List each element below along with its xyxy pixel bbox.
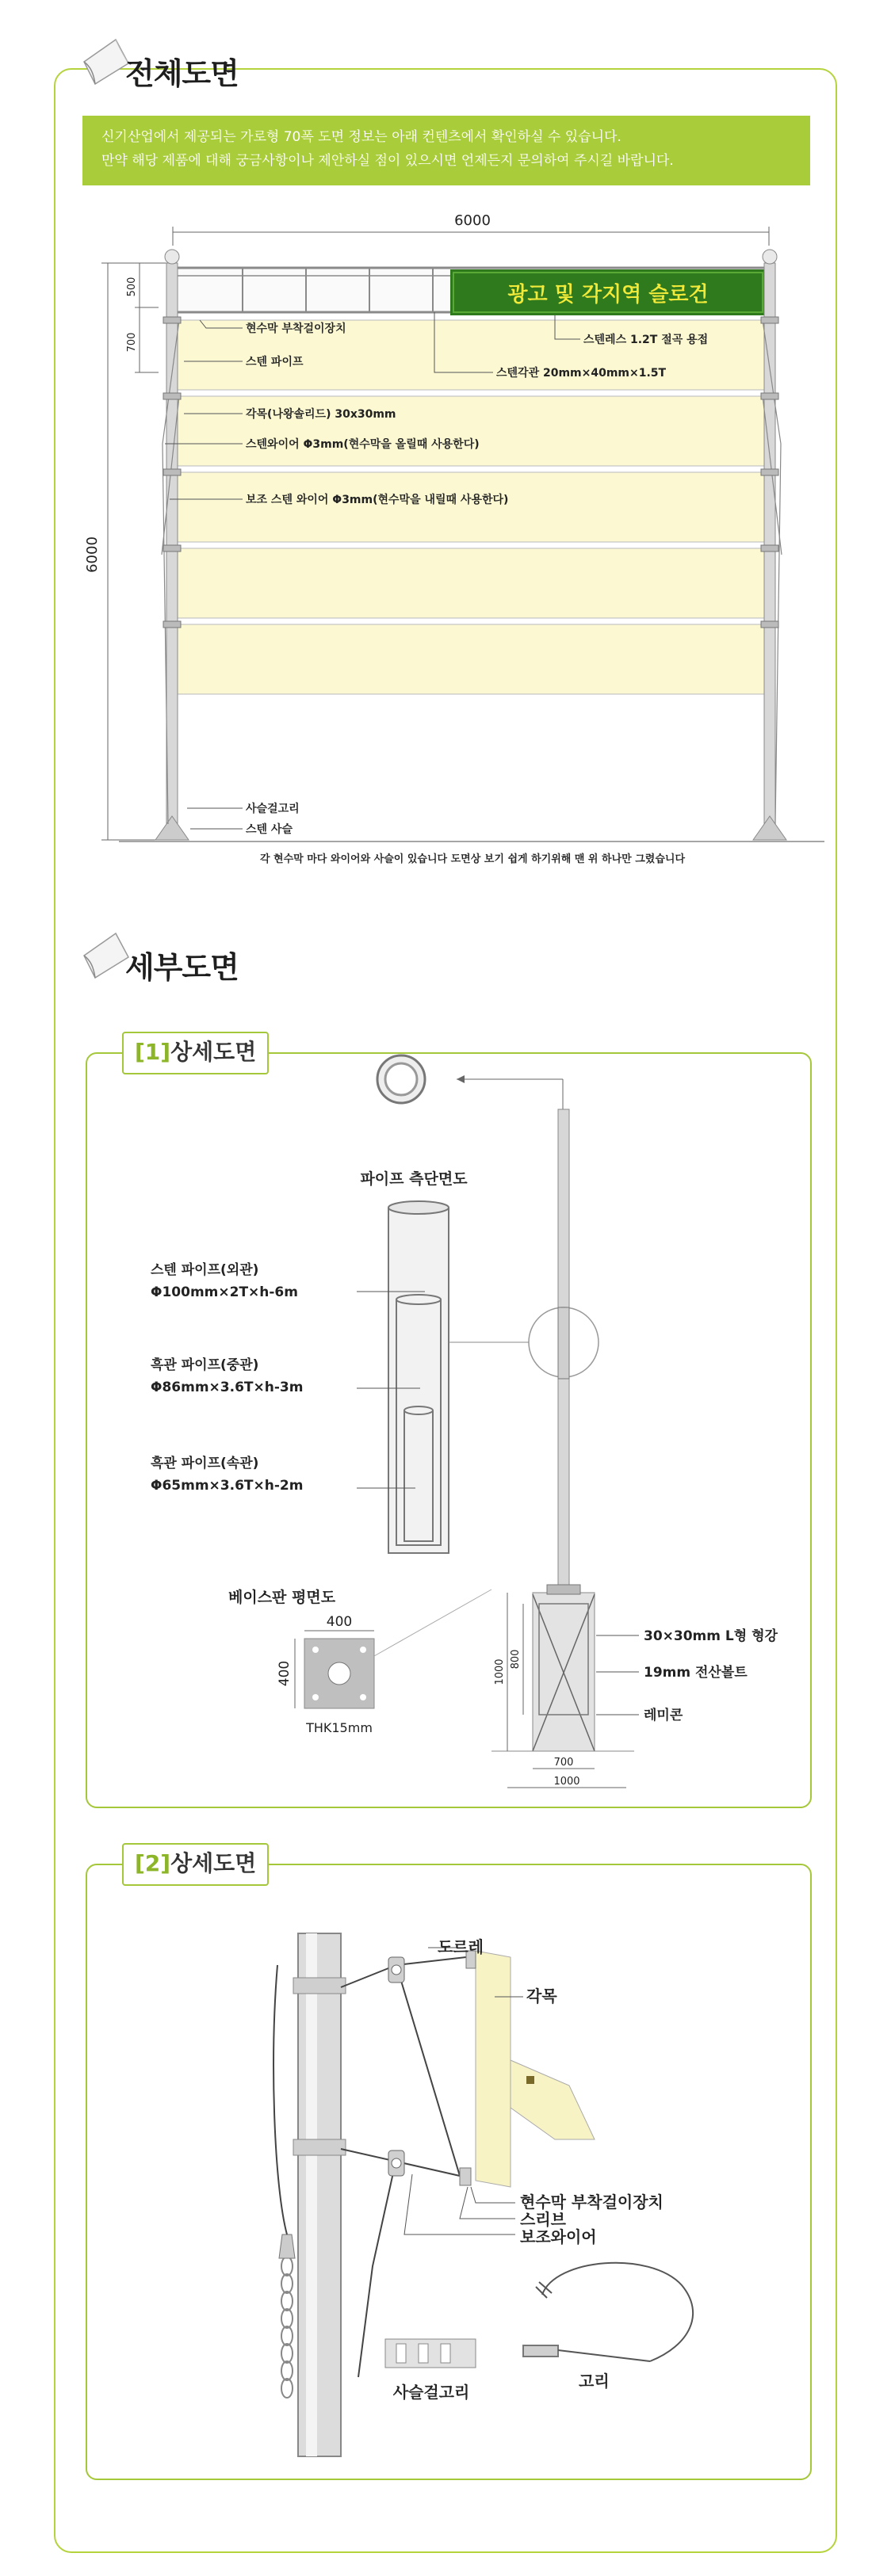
label-chain: 스텐 사슬 — [246, 823, 293, 836]
chain — [281, 2257, 293, 2398]
detail2-tag-text: 상세도면 — [170, 1850, 257, 1876]
width-dim-label: 6000 — [454, 212, 491, 229]
dim-700-label: 700 — [553, 1757, 574, 1769]
detail2-tag — [122, 1843, 269, 1886]
gakmok-label: 각목 — [526, 1986, 557, 2005]
aux-wire-label: 보조와이어 — [520, 2227, 597, 2246]
mid-pipe-name: 흑관 파이프(중관) — [151, 1357, 259, 1373]
label-sten-pipe: 스텐 파이프 — [246, 356, 304, 368]
notice-box — [82, 116, 810, 185]
label-curtain-hook: 현수막 부착걸이장치 — [246, 322, 346, 335]
dim-800-label: 800 — [510, 1649, 522, 1670]
detail2-drawing — [0, 1886, 872, 2488]
label-aux-wire: 보조 스텐 와이어 Φ3mm(현수막을 내릴때 사용한다) — [246, 494, 509, 506]
label-wire: 스텐와이어 Φ3mm(현수막을 올릴때 사용한다) — [246, 438, 480, 451]
pipe-section-title: 파이프 측단면도 — [360, 1170, 468, 1188]
outer-pipe-spec: Φ100mm×2T×h-6m — [151, 1284, 298, 1300]
angle-steel-label: 30×30mm L형 형강 — [644, 1628, 778, 1644]
ring-icon — [523, 2263, 693, 2361]
label-stainless-weld: 스텐레스 1.2T 절곡 용접 — [583, 334, 709, 346]
slogan-banner-text: 광고 및 각지역 슬로건 — [507, 283, 709, 307]
inner-pipe-spec: Φ65mm×3.6T×h-2m — [151, 1478, 304, 1494]
dim-1000v-label: 1000 — [494, 1658, 506, 1685]
base-plate — [304, 1589, 491, 1708]
label-gakmok: 각목(나왕솔리드) 30x30mm — [246, 408, 396, 421]
sleeve-icon — [388, 2150, 404, 2176]
detail2-tag-bracket: [2] — [135, 1850, 171, 1876]
notice-line-1: 신기산업에서 제공되는 가로형 70폭 도면 정보는 아래 컨텐츠에서 확인하실 수 있습니다. — [101, 129, 621, 145]
base-plan-title: 베이스판 평면도 — [228, 1589, 336, 1606]
thk-label: THK15mm — [306, 1720, 373, 1735]
dim-700-label: 700 — [126, 332, 138, 353]
hook-device-label: 현수막 부착걸이장치 — [520, 2192, 664, 2212]
outer-pipe-name: 스텐 파이프(외관) — [151, 1262, 259, 1278]
chain-hook-icon — [385, 2339, 476, 2368]
detail1-tag-bracket: [1] — [135, 1039, 171, 1065]
pulley-icon — [388, 1957, 404, 1983]
label-sten-square: 스텐각관 20mm×40mm×1.5T — [496, 367, 667, 380]
detail1-drawing — [0, 1046, 872, 1807]
overall-drawing — [0, 198, 872, 880]
mid-pipe-spec: Φ86mm×3.6T×h-3m — [151, 1380, 304, 1395]
dim-500-label: 500 — [126, 277, 138, 297]
section-title-detail: 세부도면 — [125, 950, 239, 985]
bolt-label: 19mm 전산볼트 — [644, 1665, 748, 1681]
section-header-overall — [78, 32, 395, 95]
overall-footnote: 각 현수막 마다 와이어와 사슬이 있습니다 도면상 보기 쉽게 하기위해 맨 위 하나만 그렸습니다 — [259, 853, 686, 865]
tall-pipe — [449, 1109, 599, 1585]
section-title-overall: 전체도면 — [125, 56, 239, 91]
width-dimension — [173, 227, 769, 246]
pipe-cross-section — [388, 1201, 449, 1553]
chain-hook-label: 사슬걸고리 — [392, 2383, 470, 2402]
detail1-tag-text: 상세도면 — [170, 1039, 257, 1065]
inner-pipe-name: 흑관 파이프(속관) — [151, 1456, 259, 1471]
pulley-label: 도르레 — [438, 1937, 484, 1956]
label-chain-hook: 사슬걸고리 — [246, 803, 300, 815]
ring-label: 고리 — [579, 2372, 610, 2391]
section-header-detail — [78, 925, 395, 989]
height-dim-label: 6000 — [84, 536, 101, 573]
banner-panels — [178, 320, 764, 694]
remicon-label: 레미콘 — [644, 1708, 683, 1723]
big-pole — [293, 1933, 346, 2456]
base-400b-label: 400 — [277, 1660, 293, 1687]
sleeve-label: 스리브 — [520, 2210, 566, 2229]
notice-line-2: 만약 해당 제품에 대해 궁금사항이나 제안하실 점이 있으시면 언제든지 문의하여 주시길 바랍니다. — [101, 153, 674, 169]
base-400a-label: 400 — [326, 1614, 353, 1630]
dim-1000h-label: 1000 — [553, 1776, 580, 1788]
